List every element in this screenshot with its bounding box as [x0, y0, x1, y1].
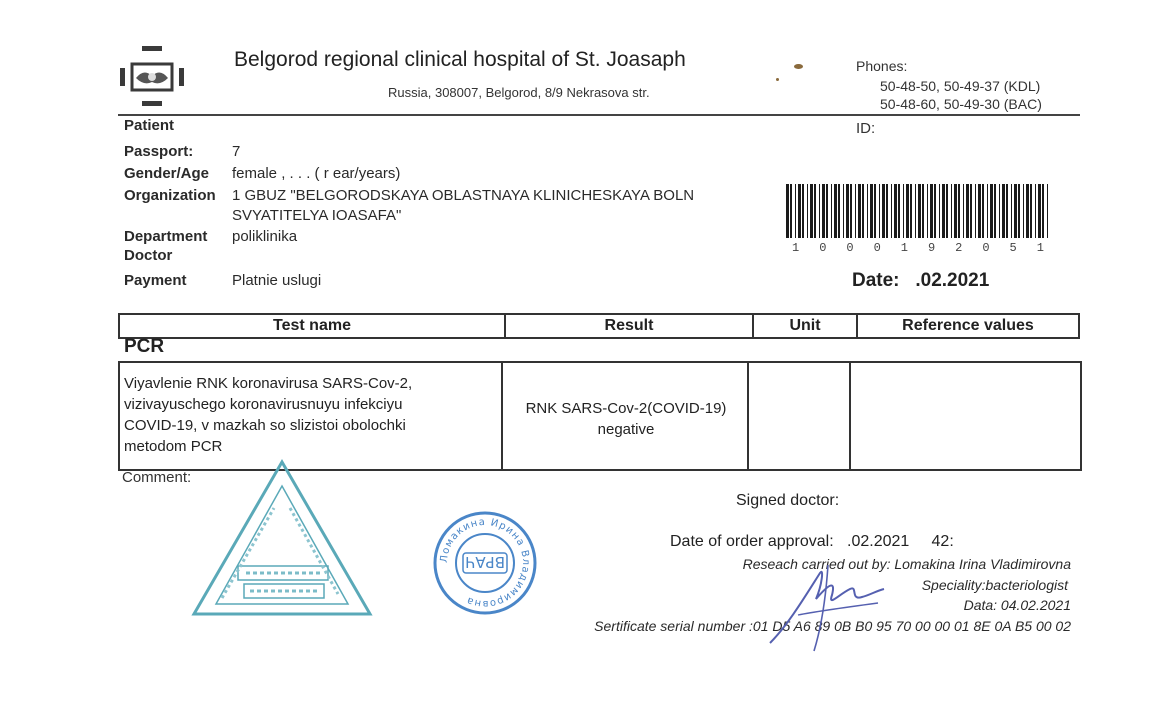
organization-value-line2: SVYATITELYA IOASAFA": [232, 207, 402, 224]
barcode-digit: 0: [873, 241, 881, 255]
certificate-serial: Sertificate serial number :01 D5 A6 89 0B B0 95 70 00 00 01 8E 0A B5 00 02: [594, 618, 1071, 634]
barcode-digit: 2: [955, 241, 963, 255]
round-stamp-icon: [432, 510, 538, 616]
col-result: Result: [505, 314, 753, 338]
payment-value: Platnie uslugi: [232, 272, 322, 289]
gender-age-value: female , . . . ( r ear/years): [232, 165, 401, 182]
phones-label: Phones:: [856, 58, 908, 74]
col-reference: Reference values: [857, 314, 1079, 338]
department-label: Department: [124, 228, 208, 245]
barcode-icon: [786, 184, 1050, 238]
section-pcr: PCR: [124, 336, 165, 357]
col-unit: Unit: [753, 314, 857, 338]
barcode-digit: 1: [792, 241, 800, 255]
signature-icon: [758, 555, 888, 655]
hospital-name: Belgorod regional clinical hospital of St. Joasaph: [234, 48, 686, 71]
patient-label: Patient: [124, 117, 175, 134]
signed-date: Data: 04.02.2021: [963, 597, 1071, 613]
test-name-line: Viyavlenie RNK koronavirusa SARS-Cov-2,: [124, 375, 413, 392]
payment-label: Payment: [124, 272, 187, 289]
barcode-digit: 0: [982, 241, 990, 255]
approval-date: .02.2021: [847, 533, 910, 550]
passport-value: 7: [232, 143, 241, 160]
barcode-digit: 9: [927, 241, 936, 255]
doctor-label: Doctor: [124, 247, 173, 264]
result-status: negative: [597, 421, 655, 438]
organization-value-line1: 1 GBUZ "BELGORODSKAYA OBLASTNAYA KLINICHESKAYA BOLN: [232, 187, 695, 204]
approval-label: Date of order approval:: [670, 533, 834, 550]
date-value: .02.2021: [915, 270, 990, 291]
barcode-digit: 1: [1036, 241, 1044, 255]
round-stamp-ring-text: Ломакина Ирина Владимировна: [438, 516, 532, 610]
phones-line-kdl: 50-48-50, 50-49-37 (KDL): [880, 78, 1041, 94]
result-line: RNK SARS-Cov-2(COVID-19): [525, 400, 727, 417]
research-by: Reseach carried out by: Lomakina Irina Vladimirovna: [742, 556, 1071, 572]
hospital-logo-icon: [118, 46, 186, 108]
test-name-line: vizivayuschego koronavirusnuyu infekciyu: [124, 396, 403, 413]
organization-label: Organization: [124, 187, 216, 204]
test-name-cell: [124, 373, 494, 457]
approval-time: 42:: [931, 533, 954, 550]
speciality: Speciality:bacteriologist: [921, 577, 1068, 593]
barcode-digit: 1: [900, 241, 908, 255]
date-label: Date:: [852, 270, 900, 291]
result-cell: [503, 398, 749, 440]
table-row: [118, 361, 1082, 471]
barcode-number: [792, 241, 1044, 255]
signed-doctor-label: Signed doctor:: [736, 492, 840, 509]
triangle-stamp-icon: [186, 458, 376, 620]
test-name-line: metodom PCR: [124, 438, 223, 455]
results-table-header: [118, 313, 1080, 339]
comment-label: Comment:: [122, 469, 192, 486]
gender-age-label: Gender/Age: [124, 165, 210, 182]
barcode-digit: 5: [1009, 241, 1017, 255]
test-name-line: COVID-19, v mazkah so slizistoi obolochki: [124, 417, 406, 434]
round-stamp-center-text: ВРАЧ: [465, 553, 505, 571]
barcode-digit: 0: [819, 241, 827, 255]
phones-line-bac: 50-48-60, 50-49-30 (BAC): [880, 96, 1042, 112]
id-label: ID:: [856, 120, 876, 137]
department-value: poliklinika: [232, 228, 298, 245]
order-approval: [670, 533, 954, 551]
report-date: [852, 270, 989, 292]
header-divider: [118, 114, 1080, 116]
barcode-digit: 0: [846, 241, 854, 255]
hospital-address: Russia, 308007, Belgorod, 8/9 Nekrasova str.: [388, 85, 650, 100]
passport-label: Passport:: [124, 143, 194, 160]
col-test-name: Test name: [119, 314, 505, 338]
